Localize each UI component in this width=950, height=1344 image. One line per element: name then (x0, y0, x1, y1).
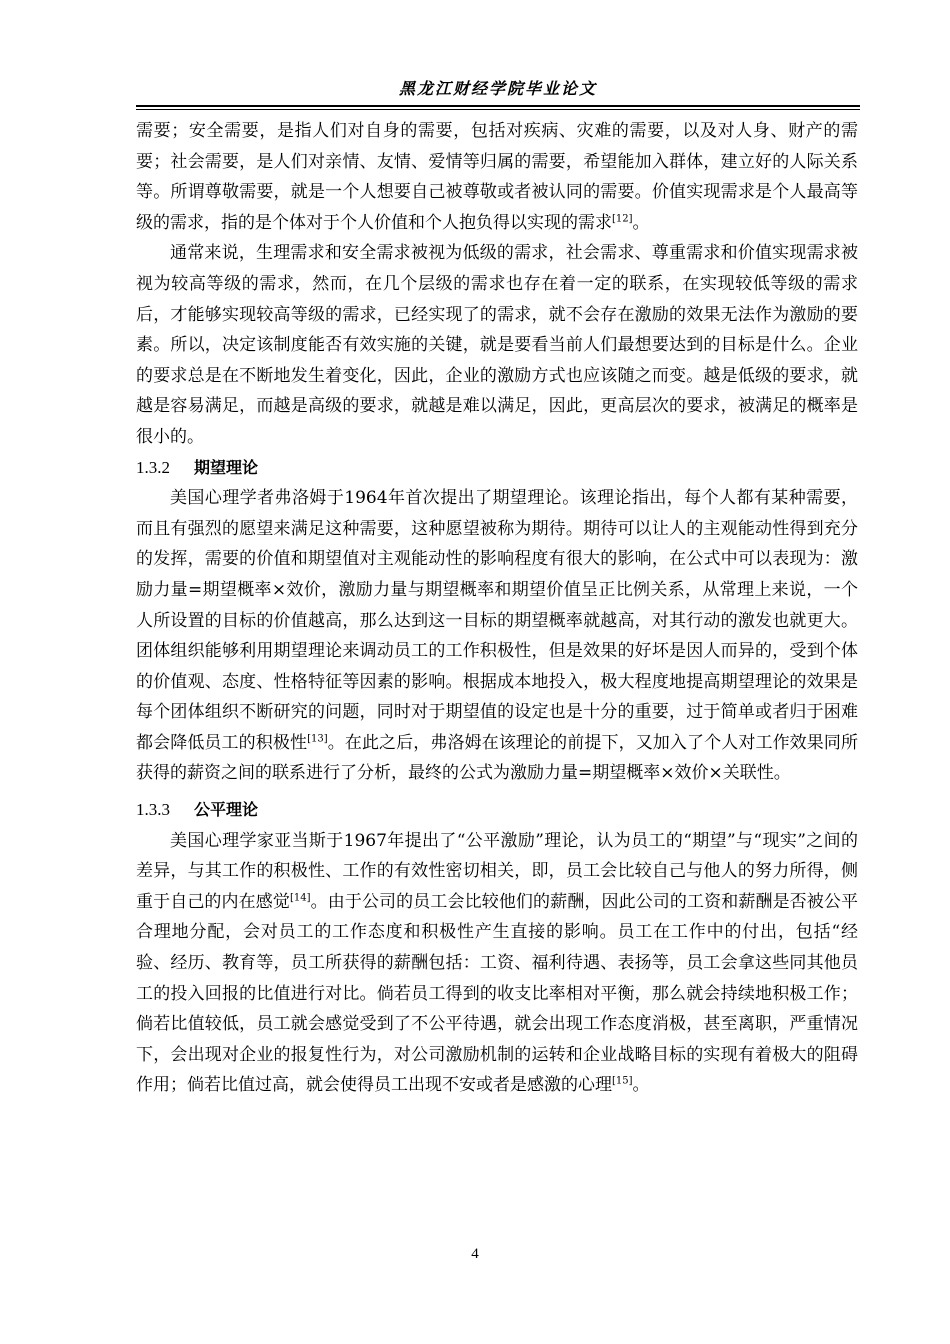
paragraph-hierarchy: 通常来说，生理需求和安全需求被视为低级的需求，社会需求、尊重需求和价值实现需求被视为较高等级的需求，然而，在几个层级的需求也存在着一定的联系，在实现较低等级的需求后，才能够实现较高等级的需求，已经实现了的需求，就不会存在激励的效果无法作为激励的要素。所以，决定该制度能否有效实施的关键，就是要看当前人们最想要达到的目标是什么。企业的要求总是在不断地发生着变化，因此，企业的激励方式也应该随之而变。越是低级的要求，就越是容易满足，而越是高级的要求，就越是难以满足，因此，更高层次的要求，被满足的概率是很小的。 (136, 243, 858, 447)
citation-15: [15] (612, 1075, 633, 1087)
header-title: 黑龙江财经学院毕业论文 (398, 79, 597, 98)
section-number: 1.3.2 (136, 457, 170, 477)
paragraph-expectancy-theory: 美国心理学者弗洛姆于1964年首次提出了期望理论。该理论指出，每个人都有某种需要，而且有强烈的愿望来满足这种需要，这种愿望被称为期待。期待可以让人的主观能动性得到充分的发挥，需要的价值和期望值对主观能动性的影响程度有很大的影响，在公式中可以表现为：激励力量=期望概率×效价，激励力量与期望概率和期望价值呈正比例关系，从常理上来说，一个人所设置的目标的价值越高，那么达到这一目标的期望概率就越高，对其行动的激发也就更大。团体组织能够利用期望理论来调动员工的工作积极性，但是效果的好坏是因人而异的，受到个体的价值观、态度、性格特征等因素的影响。根据成本地投入，极大程度地提高期望理论的效果是每个团体组织不断研究的问题，同时对于期望值的设定也是十分的重要，过于简单或者归于困难都会降低员工的积极性[13]。在此之后，弗洛姆在该理论的前提下，又加入了个人对工作效果同所获得的薪资之间的联系进行了分析，最终的公式为激励力量=期望概率×效价×关联性。 (136, 488, 859, 784)
citation-12: [12] (612, 213, 633, 225)
page-number: 4 (471, 1246, 479, 1262)
paragraph-needs-continued: 需要；安全需要，是指人们对自身的需要，包括对疾病、灾难的需要，以及对人身、财产的需要；社会需要，是人们对亲情、友情、爱情等归属的需要，希望能加入群体，建立好的人际关系等。所谓尊敬需要，就是一个人想要自己被尊敬或者被认同的需要。价值实现需求是个人最高等级的需求，指的是个体对于个人价值和个人抱负得以实现的需求[12]。 (136, 121, 858, 233)
section-title: 期望理论 (194, 457, 259, 477)
section-heading-1-3-2 (136, 453, 858, 484)
body-text (136, 116, 858, 1101)
citation-14: [14] (289, 892, 311, 904)
paragraph-equity-theory: 美国心理学家亚当斯于1967年提出了“公平激励”理论，认为员工的“期望”与“现实”之间的差异，与其工作的积极性、工作的有效性密切相关，即，员工会比较自己与他人的努力所得，侧重于自己的内在感觉[14]。由于公司的员工会比较他们的薪酬，因此公司的工资和薪酬是否被公平合理地分配，会对员工的工作态度和积极性产生直接的影响。员工在工作中的付出，包括“经验、经历、教育等，员工所获得的薪酬包括：工资、福利待遇、表扬等，员工会拿这些同其他员工的投入回报的比值进行对比。倘若员工得到的收支比率相对平衡，那么就会持续地积极工作；倘若比值较低，员工就会感觉受到了不公平待遇，就会出现工作态度消极，甚至离职，严重情况下，会出现对企业的报复性行为，对公司激励机制的运转和企业战略目标的实现有着极大的阻碍作用；倘若比值过高，就会使得员工出现不安或者是感激的心理[15]。 (136, 830, 859, 1096)
citation-13: [13] (307, 733, 328, 745)
section-heading-1-3-3 (136, 795, 858, 826)
section-number: 1.3.3 (136, 800, 170, 820)
page-header (136, 76, 860, 110)
header-rule-thick (136, 105, 860, 107)
header-rule-thin (136, 109, 860, 110)
section-title: 公平理论 (194, 800, 259, 820)
